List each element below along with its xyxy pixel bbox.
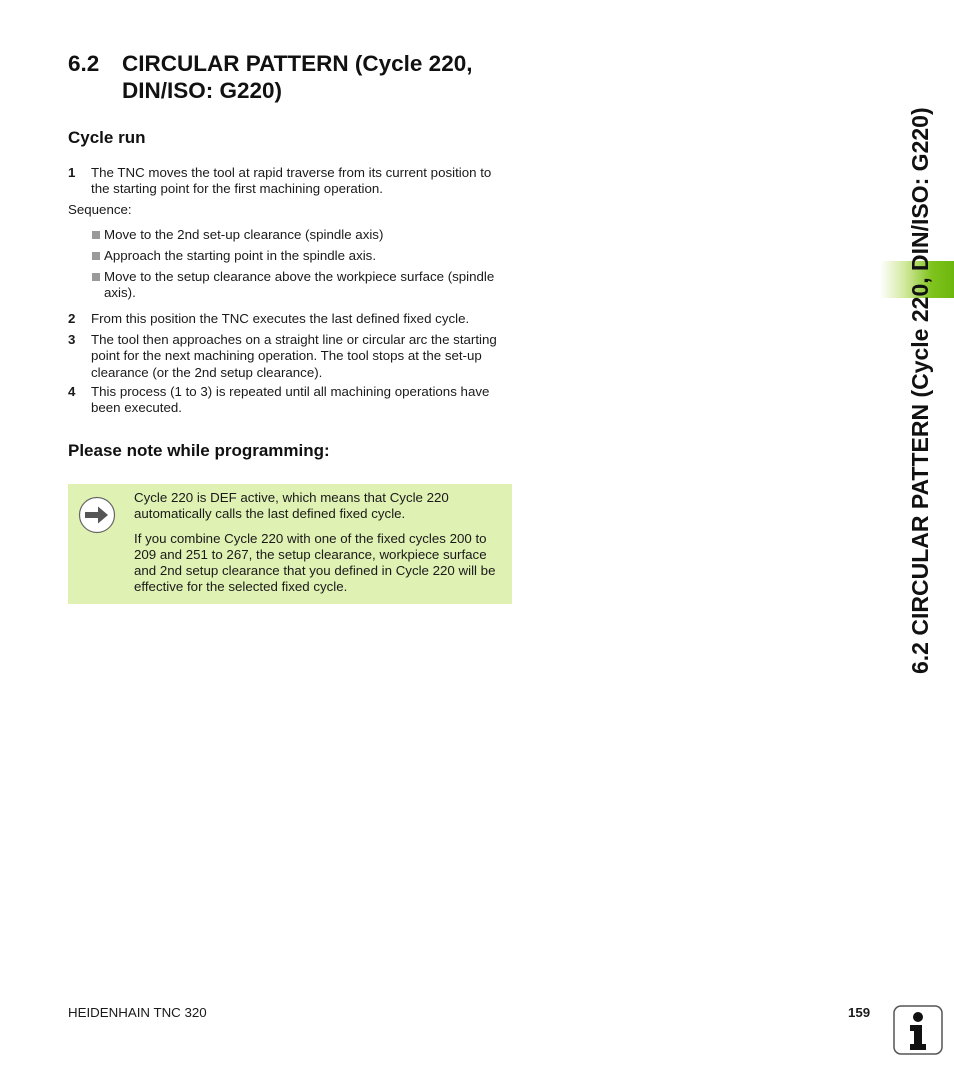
step-4 (68, 384, 513, 417)
step-text: From this position the TNC executes the last defined fixed cycle. (91, 311, 470, 326)
step-text: The TNC moves the tool at rapid traverse from its current position to the starting point for the first machining operation. (91, 165, 492, 197)
section-number: 6.2 (68, 51, 100, 76)
step-text: This process (1 to 3) is repeated until all machining operations have been executed. (91, 384, 490, 416)
step-number: 3 (68, 332, 76, 347)
step-number: 1 (68, 165, 76, 180)
note-paragraph: Cycle 220 is DEF active, which means that Cycle 220 automatically calls the last defined fixed cycle. (134, 490, 449, 522)
step-text: The tool then approaches on a straight line or circular arc the starting point for the next machining operation. The tool stops at the set-up clearance (or the 2nd setup clearance). (91, 332, 497, 380)
step-1 (68, 165, 513, 198)
cycle-run-heading: Cycle run (68, 128, 146, 147)
bullet-square-icon (92, 252, 100, 260)
step-2 (68, 311, 513, 327)
sequence-item: Approach the starting point in the spindle axis. (91, 248, 511, 264)
programming-notes-heading: Please note while programming: (68, 441, 330, 460)
section-title-line-1: CIRCULAR PATTERN (Cycle 220, (122, 51, 473, 76)
info-icon (893, 1005, 943, 1055)
sequence-label: Sequence: (68, 202, 132, 217)
arrow-right-icon (78, 496, 116, 534)
step-number: 4 (68, 384, 76, 399)
page-title (68, 50, 528, 104)
side-section-title: 6.2 CIRCULAR PATTERN (Cycle 220, DIN/ISO: G220) (907, 107, 933, 674)
bullet-square-icon (92, 273, 100, 281)
sequence-item: Move to the setup clearance above the workpiece surface (spindle axis). (91, 269, 511, 302)
page-number: 159 (848, 1005, 871, 1020)
section-title-line-2: DIN/ISO: G220) (122, 78, 283, 103)
sequence-item: Move to the 2nd set-up clearance (spindle axis) (91, 227, 511, 243)
footer-product: HEIDENHAIN TNC 320 (68, 1005, 207, 1020)
note-box (68, 484, 512, 604)
note-paragraph: If you combine Cycle 220 with one of the fixed cycles 200 to 209 and 251 to 267, the setup clearance, workpiece surface and 2nd setup clearance that you defined in Cycle 220 will be effective for the selected fixed cycle. (134, 530, 496, 595)
bullet-square-icon (92, 231, 100, 239)
step-3 (68, 332, 513, 381)
step-number: 2 (68, 311, 76, 326)
